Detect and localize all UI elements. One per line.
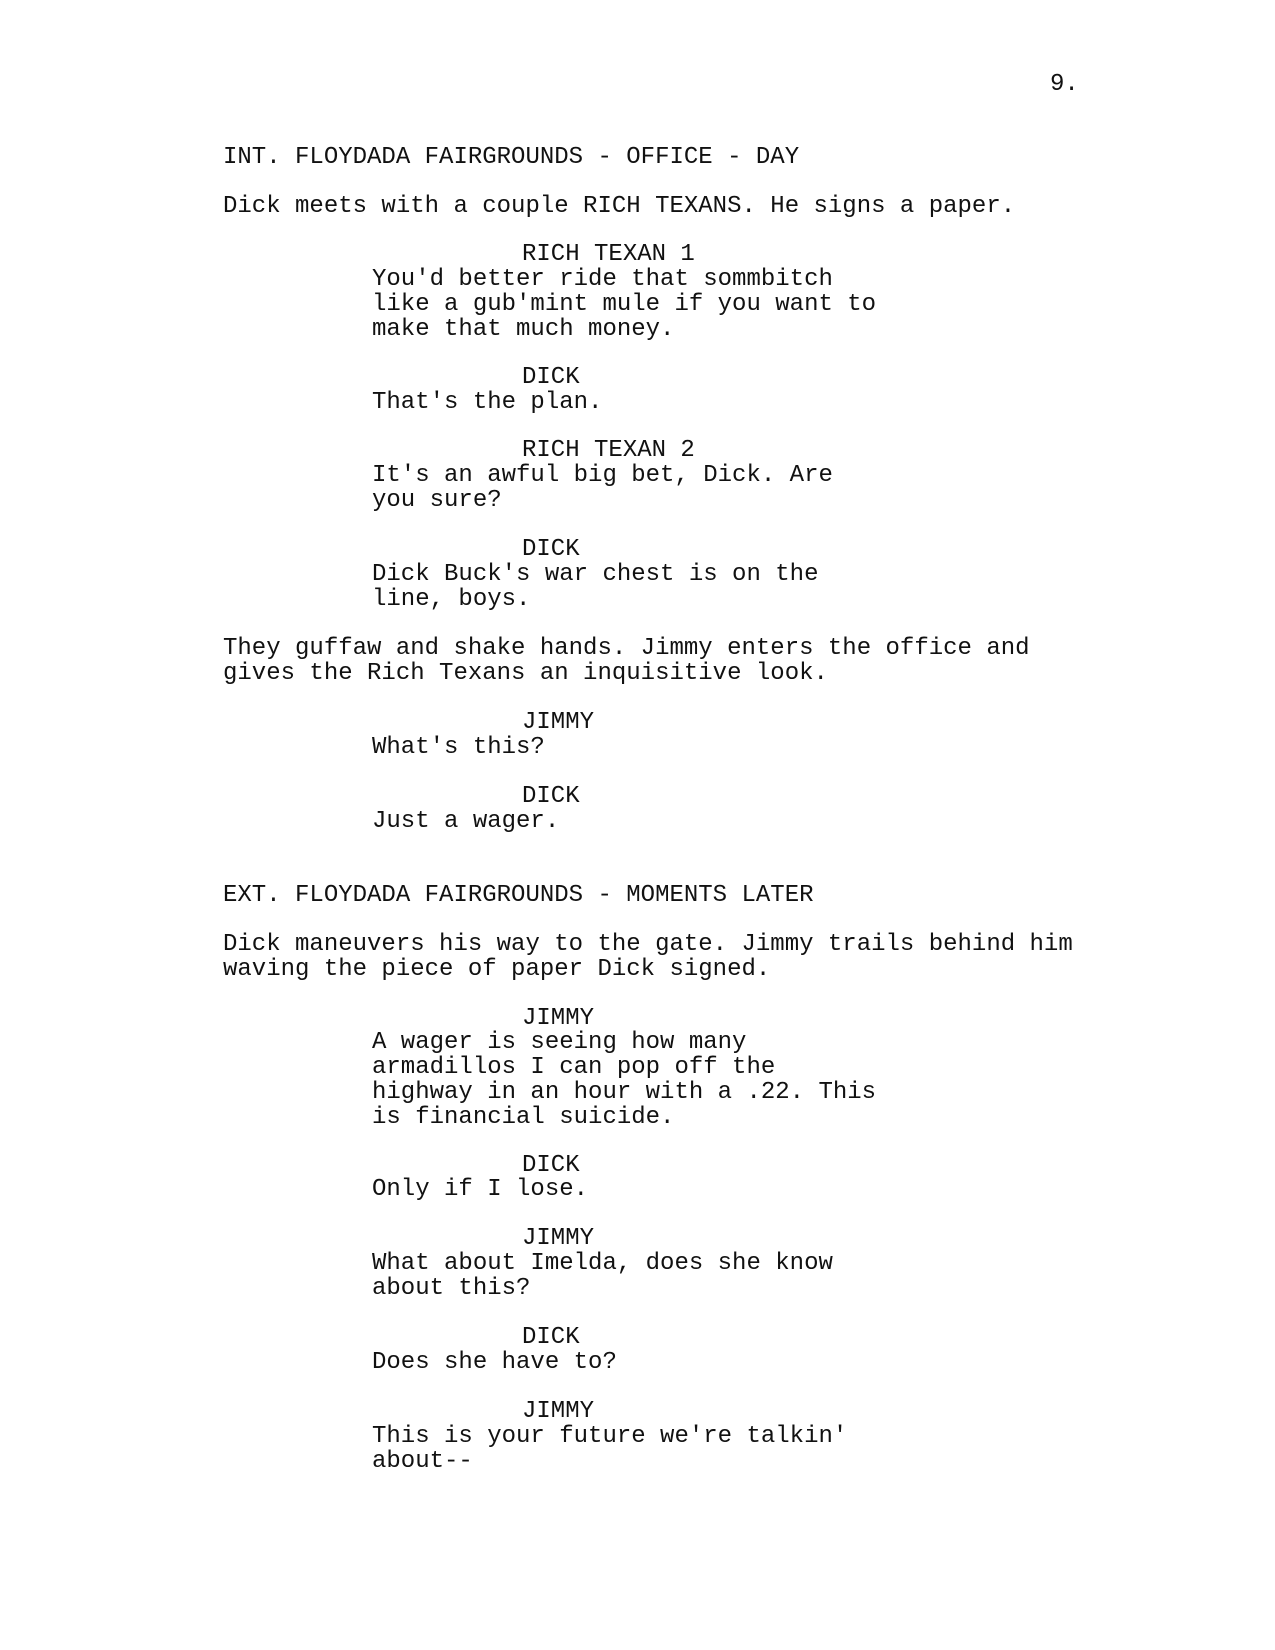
character-name: DICK bbox=[522, 536, 580, 563]
dialogue: A wager is seeing how many armadillos I can pop off the highway in an hour with a .22. This is financial suicide. bbox=[372, 1029, 877, 1131]
dialogue: Just a wager. bbox=[372, 808, 560, 835]
character-name: JIMMY bbox=[522, 1398, 595, 1425]
dialogue: Does she have to? bbox=[372, 1349, 617, 1376]
page-number: 9. bbox=[1050, 71, 1079, 98]
dialogue: Dick Buck's war chest is on the line, boys. bbox=[372, 561, 819, 613]
character-name: JIMMY bbox=[522, 1005, 595, 1032]
action-line: Dick meets with a couple RICH TEXANS. He signs a paper. bbox=[223, 193, 1016, 220]
dialogue: It's an awful big bet, Dick. Are you sure? bbox=[372, 462, 833, 514]
dialogue: You'd better ride that sommbitch like a gub'mint mule if you want to make that much money. bbox=[372, 266, 877, 343]
character-name: RICH TEXAN 2 bbox=[522, 437, 695, 464]
scene-heading: EXT. FLOYDADA FAIRGROUNDS - MOMENTS LATER bbox=[223, 882, 814, 909]
dialogue: Only if I lose. bbox=[372, 1176, 589, 1203]
character-name: DICK bbox=[522, 1152, 580, 1179]
dialogue: That's the plan. bbox=[372, 389, 603, 416]
action-line: They guffaw and shake hands. Jimmy enters the office and gives the Rich Texans an inquisitive look. bbox=[223, 635, 1030, 687]
character-name: DICK bbox=[522, 783, 580, 810]
scene-heading: INT. FLOYDADA FAIRGROUNDS - OFFICE - DAY bbox=[223, 144, 800, 171]
dialogue: This is your future we're talkin' about-- bbox=[372, 1423, 848, 1475]
character-name: RICH TEXAN 1 bbox=[522, 241, 695, 268]
dialogue: What's this? bbox=[372, 734, 545, 761]
character-name: DICK bbox=[522, 1324, 580, 1351]
character-name: JIMMY bbox=[522, 1225, 595, 1252]
character-name: JIMMY bbox=[522, 709, 595, 736]
action-line: Dick maneuvers his way to the gate. Jimmy trails behind him waving the piece of paper Dick signed. bbox=[223, 931, 1073, 983]
character-name: DICK bbox=[522, 364, 580, 391]
dialogue: What about Imelda, does she know about this? bbox=[372, 1250, 833, 1302]
